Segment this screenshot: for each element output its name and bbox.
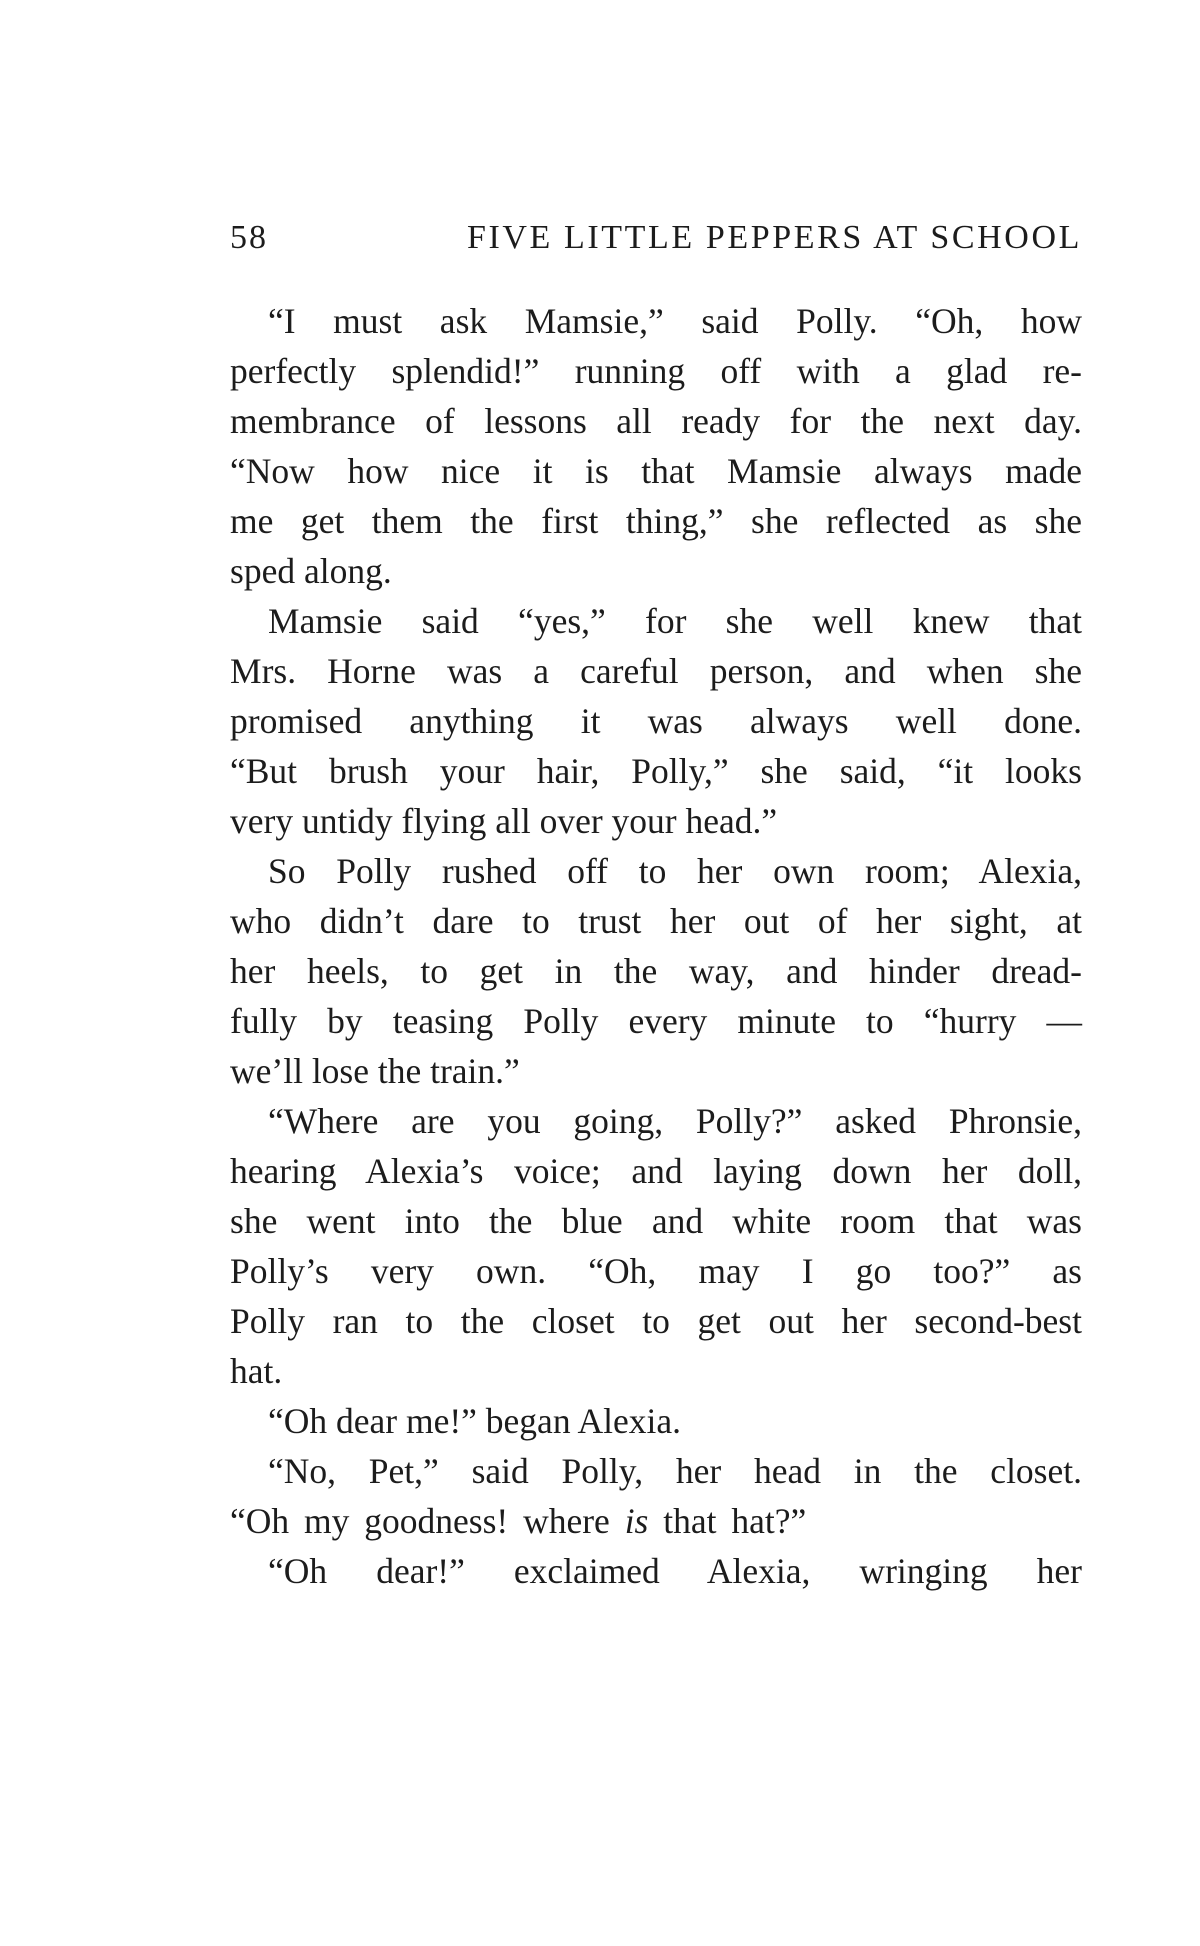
text-line: who didn’t dare to trust her out of her sight, at (230, 901, 1082, 941)
text-line (230, 1496, 1082, 1546)
text-line: “No, Pet,” said Polly, her head in the closet. (268, 1451, 1082, 1491)
text-line: perfectly splendid!” running off with a glad re- (230, 351, 1082, 391)
text-line: “Oh dear!” exclaimed Alexia, wringing her (268, 1551, 1082, 1591)
text-line: we’ll lose the train.” (230, 1051, 520, 1091)
running-head (230, 218, 1082, 258)
text-line: So Polly rushed off to her own room; Alexia, (268, 851, 1082, 891)
running-title: FIVE LITTLE PEPPERS AT SCHOOL (466, 219, 1082, 256)
text-line: promised anything it was always well done. (230, 701, 1082, 741)
text-line: very untidy flying all over your head.” (230, 801, 778, 841)
text-run: that hat?” (648, 1501, 807, 1541)
page-number: 58 (230, 219, 268, 256)
text-line: “Where are you going, Polly?” asked Phronsie, (268, 1101, 1082, 1141)
text-line: she went into the blue and white room that was (230, 1201, 1082, 1241)
text-line: Mrs. Horne was a careful person, and when she (230, 651, 1082, 691)
text-line: hat. (230, 1351, 283, 1391)
text-line: “Oh dear me!” began Alexia. (268, 1401, 681, 1441)
text-line: sped along. (230, 551, 392, 591)
text-line: Polly’s very own. “Oh, may I go too?” as (230, 1251, 1082, 1291)
text-line: me get them the first thing,” she reflected as she (230, 501, 1082, 541)
text-run: “Oh my goodness! where (230, 1501, 625, 1541)
text-line: Polly ran to the closet to get out her second-best (230, 1301, 1082, 1341)
italic-word: is (624, 1501, 649, 1541)
text-line: Mamsie said “yes,” for she well knew that (268, 601, 1082, 641)
text-line: “I must ask Mamsie,” said Polly. “Oh, how (268, 301, 1082, 341)
text-line: membrance of lessons all ready for the next day. (230, 401, 1082, 441)
text-line: fully by teasing Polly every minute to “hurry — (230, 1001, 1082, 1041)
text-line: “Now how nice it is that Mamsie always made (230, 451, 1082, 491)
text-line: her heels, to get in the way, and hinder dread- (230, 951, 1082, 991)
text-line: “But brush your hair, Polly,” she said, “it looks (230, 751, 1082, 791)
text-line: hearing Alexia’s voice; and laying down her doll, (230, 1151, 1082, 1191)
